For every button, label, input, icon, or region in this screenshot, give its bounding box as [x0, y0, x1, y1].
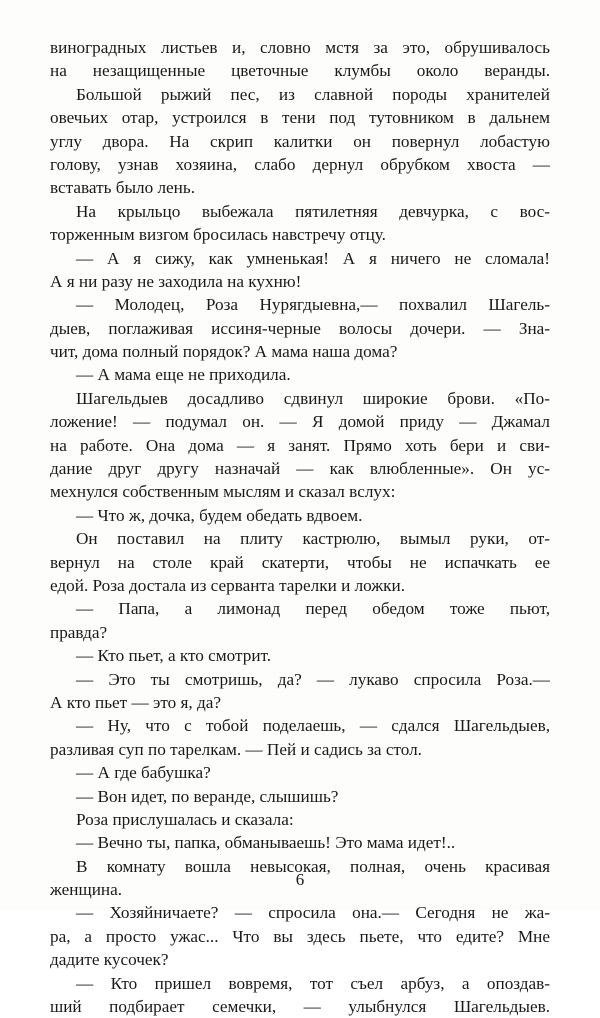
text-line: На крыльцо выбежала пятилетняя девчурка, с вос- — [76, 201, 550, 221]
text-line: чит, дома полный порядок? А мама наша дома? — [50, 342, 398, 362]
text-line: — Кто пьет, а кто смотрит. — [76, 646, 272, 666]
text-line: — Молодец, Роза Нурягдыевна,— похвалил Шагель- — [76, 295, 550, 315]
text-line: Шагельдыев досадливо сдвинул широкие брови. «По- — [76, 388, 550, 408]
text-line: — Что ж, дочка, будем обедать вдвоем. — [76, 505, 363, 525]
text-line: — Ну, что с тобой поделаешь, — сдался Шагельдыев, — [76, 716, 550, 736]
text-line: разливая суп по тарелкам. — Пей и садись за стол. — [50, 739, 422, 759]
text-line: дадите кусочек? — [50, 950, 169, 970]
text-line: Он поставил на плиту кастрюлю, вымыл руки, от- — [76, 529, 550, 549]
text-line: на работе. Она дома — я занят. Прямо хоть бери и сви- — [50, 435, 550, 455]
text-line: правда? — [50, 622, 108, 642]
text-line: — Вечно ты, папка, обманываешь! Это мама идет!.. — [76, 833, 456, 853]
text-line: В комнату вошла невысокая, полная, очень красивая — [76, 856, 550, 876]
text-line: дание друг другу назначай — как влюбленные». Он ус- — [50, 459, 550, 479]
text-line: — Вон идет, по веранде, слышишь? — [76, 786, 339, 806]
text-line: — А где бабушка? — [76, 763, 211, 783]
text-line: на незащищенные цветочные клумбы около веранды. — [50, 61, 550, 81]
text-line: углу двора. На скрип калитки он повернул лобастую — [50, 131, 550, 151]
text-line: — А я сижу, как умненькая! А я ничего не сломала! — [76, 248, 550, 268]
text-line: А я ни разу не заходила на кухню! — [50, 271, 302, 291]
text-line: — А мама еще не приходила. — [76, 365, 291, 385]
text-line: — Это ты смотришь, да? — лукаво спросила Роза.— — [76, 669, 550, 689]
text-line: — Папа, а лимонад перед обедом тоже пьют, — [76, 599, 550, 619]
text-line: едой. Роза достала из серванта тарелки и ложки. — [50, 575, 406, 595]
text-line: голову, узнав хозяина, слабо дернул обрубком хвоста — — [50, 154, 550, 174]
text-line: — Хозяйничаете? — спросила она.— Сегодня не жа- — [76, 903, 550, 923]
text-line: женщина. — [50, 880, 123, 900]
text-line: Большой рыжий пес, из славной породы хранителей — [76, 84, 550, 104]
text-line: — Кто пришел вовремя, тот съел арбуз, а опоздав- — [76, 973, 550, 993]
text-line: А кто пьет — это я, да? — [50, 692, 222, 712]
text-line: вернул на столе край скатерти, чтобы не испачкать ее — [50, 552, 550, 572]
page-number: 6 — [295, 870, 305, 889]
text-line: мехнулся собственным мыслям и сказал вслух: — [50, 482, 396, 502]
text-line: Роза прислушалась и сказала: — [76, 809, 294, 829]
text-line: торженным визгом бросилась навстречу отцу. — [50, 225, 386, 245]
text-line: овечьих отар, устроился в тени под тутовником в дальнем — [50, 108, 550, 128]
text-line: ший подбирает семечки, — улыбнулся Шагельдыев. — [50, 997, 550, 1017]
text-line: ложение! — подумал он. — Я домой приду — Джамал — [50, 412, 550, 432]
text-line: вставать было лень. — [50, 178, 196, 198]
text-line: ра, а просто ужас... Что вы здесь пьете, что едите? Мне — [50, 926, 550, 946]
text-line: дыев, поглаживая иссиня-черные волосы дочери. — Зна- — [50, 318, 550, 338]
text-line: виноградных листьев и, словно мстя за это, обрушивалось — [50, 38, 550, 57]
